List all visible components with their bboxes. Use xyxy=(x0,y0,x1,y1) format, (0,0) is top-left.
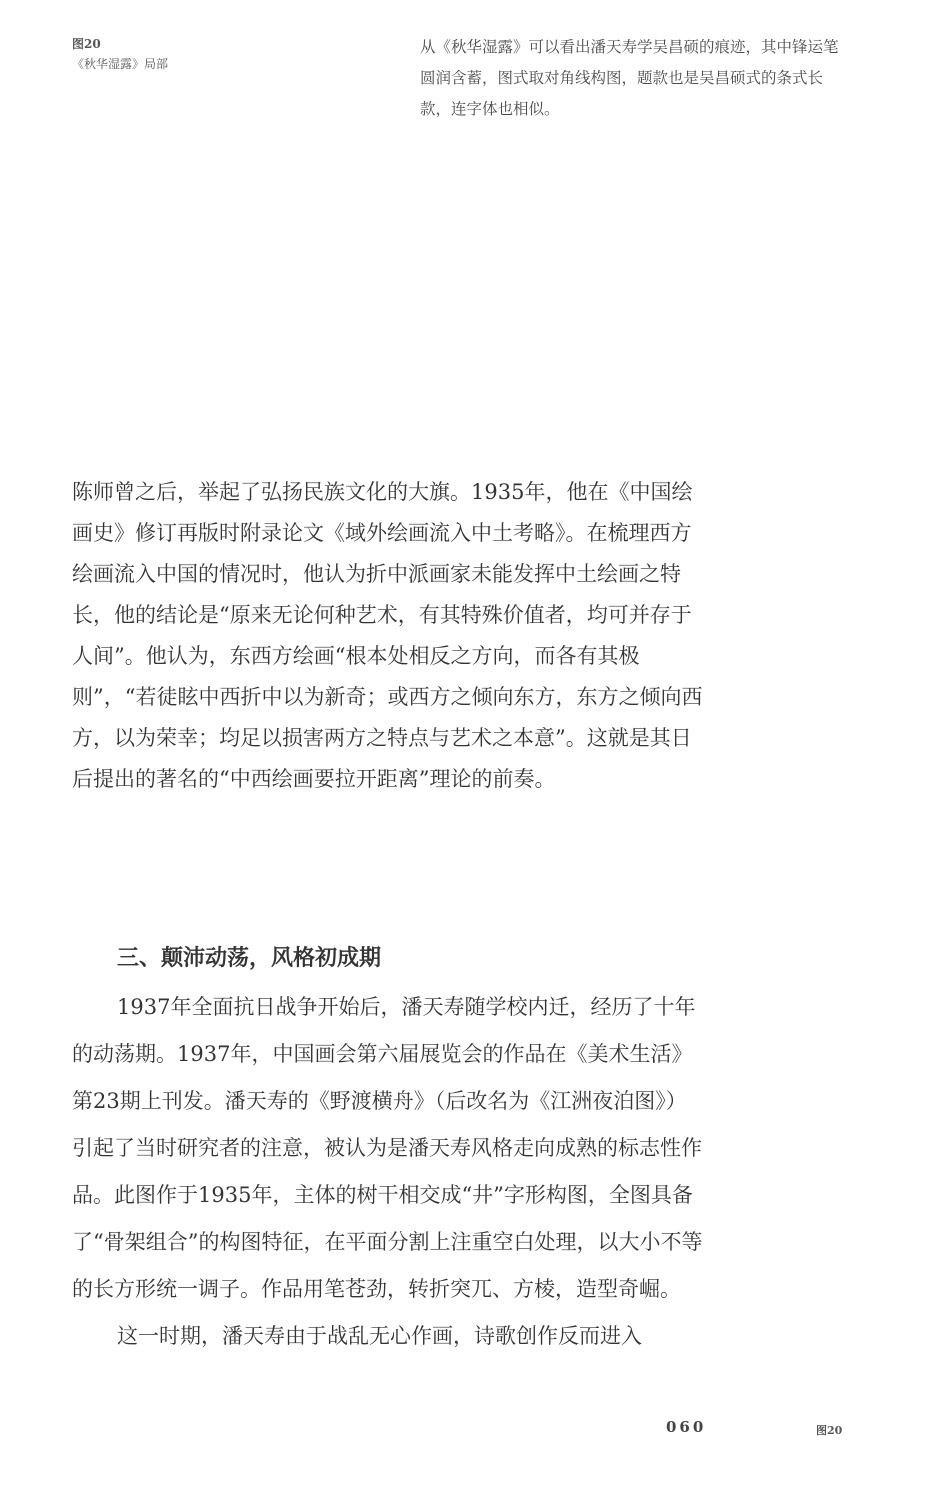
paragraph: 陈师曾之后，举起了弘扬民族文化的大旗。1935年，他在《中国绘画史》修订再版时附录论文《域外绘画流入中土考略》。在梳理西方绘画流入中国的情况时，他认为折中派画家未能发挥中土绘画之特长，他的结论是“原来无论何种艺术，有其特殊价值者，均可并存于人间”。他认为，东西方绘画“根本处相反之方向，而各有其极则”，“若徒眩中西折中以为新奇；或西方之倾向东方，东方之倾向西方，以为荣幸；均足以损害两方之特点与艺术之本意”。这就是其日后提出的著名的“中西绘画要拉开距离”理论的前奏。 xyxy=(72,480,703,791)
footer-figure-tag: 图20 xyxy=(816,1424,843,1437)
figure-label xyxy=(72,34,168,74)
page-number: 060 xyxy=(666,1418,707,1436)
figure-number: 图20 xyxy=(72,37,101,51)
paragraph: 1937年全面抗日战争开始后，潘天寿随学校内迁，经历了十年的动荡期。1937年，中国画会第六届展览会的作品在《美术生活》第23期上刊发。潘天寿的《野渡横舟》（后改名为《江洲夜泊图》）引起了当时研究者的注意，被认为是潘天寿风格走向成熟的标志性作品。此图作于1935年，主体的树干相交成“井”字形构图，全图具备了“骨架组合”的构图特征，在平面分割上注重空白处理，以大小不等的长方形统一调子。作品用笔苍劲，转折突兀、方棱，造型奇崛。 xyxy=(72,995,703,1301)
section-heading: 三、颠沛动荡，风格初成期 xyxy=(117,945,382,971)
figure-title: 《秋华湿露》局部 xyxy=(72,57,169,71)
figure-caption: 从《秋华湿露》可以看出潘天寿学吴昌硕的痕迹，其中锋运笔圆润含蓄，图式取对角线构图，题款也是吴昌硕式的条式长款，连字体也相似。 xyxy=(420,38,839,118)
body-text-continued xyxy=(72,984,704,1360)
body-text xyxy=(72,472,704,800)
paragraph: 这一时期，潘天寿由于战乱无心作画，诗歌创作反而进入 xyxy=(117,1324,642,1348)
